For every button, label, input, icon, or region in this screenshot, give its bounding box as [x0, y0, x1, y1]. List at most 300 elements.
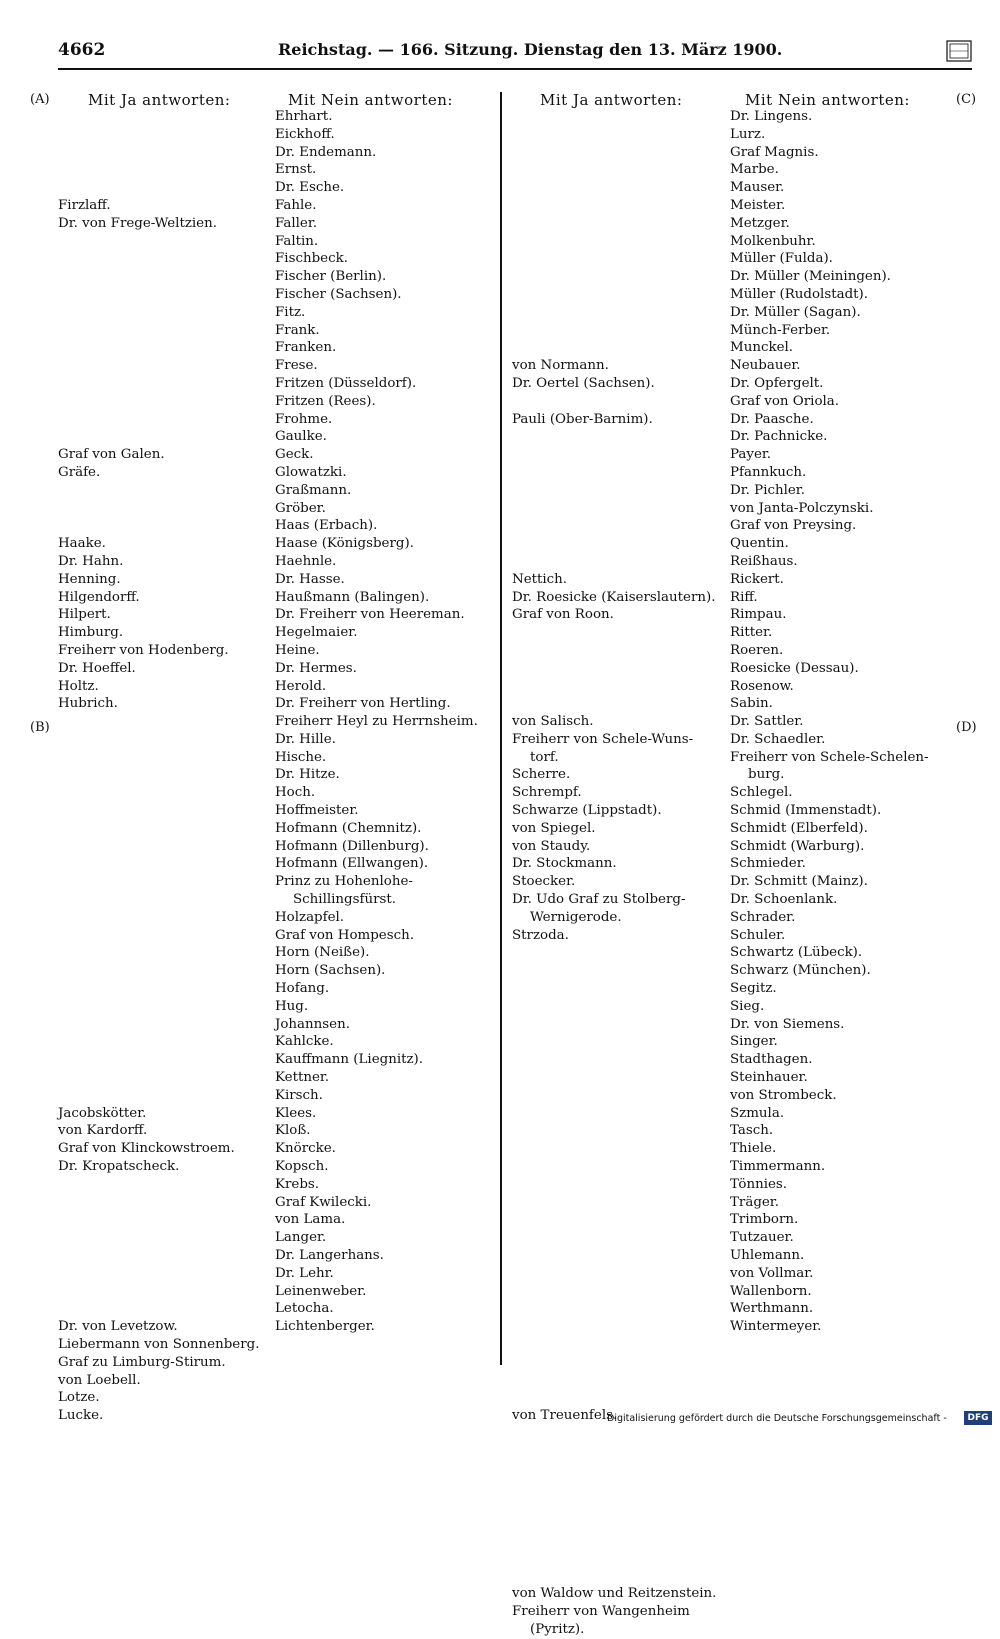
member-name: Munckel.	[730, 340, 794, 356]
member-name	[512, 1336, 716, 1354]
member-name: Schrempf.	[512, 785, 582, 801]
member-name	[512, 624, 716, 642]
margin-marker-a: (A)	[30, 92, 50, 107]
member-name	[58, 944, 259, 962]
member-name: Dr. Freiherr von Hertling.	[275, 696, 451, 712]
vote-list-right-no	[730, 108, 929, 1336]
dfg-logo: DFG	[964, 1411, 992, 1425]
member-name	[512, 535, 716, 553]
member-name: (Pyritz).	[530, 1621, 585, 1637]
member-name: Graf von Oriola.	[730, 393, 840, 409]
page-number: 4662	[58, 40, 106, 60]
member-name: Holtz.	[58, 678, 99, 694]
member-name	[58, 411, 259, 429]
member-name	[512, 1122, 716, 1140]
column-header-right-yes: Mit Ja antworten:	[540, 91, 683, 109]
member-name: von Kardorff.	[58, 1123, 148, 1139]
member-name: Segitz.	[730, 981, 777, 997]
member-name	[512, 1033, 716, 1051]
member-name: Hug.	[275, 998, 309, 1014]
member-name: Müller (Fulda).	[730, 251, 833, 267]
member-name	[512, 250, 716, 268]
margin-marker-b: (B)	[30, 720, 50, 735]
member-name	[512, 161, 716, 179]
member-name	[58, 784, 259, 802]
member-name: Sabin.	[730, 696, 773, 712]
member-name	[512, 197, 716, 215]
member-name: Wernigerode.	[530, 909, 622, 925]
member-name	[512, 1087, 716, 1105]
member-name: Freiherr Heyl zu Herrnsheim.	[275, 714, 478, 730]
member-name: Tasch.	[730, 1123, 774, 1139]
member-name: torf.	[530, 749, 559, 765]
member-name: Dr. von Levetzow.	[58, 1319, 178, 1335]
member-name: von Salisch.	[512, 714, 594, 730]
member-name	[58, 873, 259, 891]
member-name: Kettner.	[275, 1070, 330, 1086]
member-name: Haase (Königsberg).	[275, 536, 414, 552]
member-name	[512, 464, 716, 482]
member-name: Graf Magnis.	[730, 144, 819, 160]
member-name: Tutzauer.	[730, 1230, 794, 1246]
member-name	[58, 980, 259, 998]
member-name: Singer.	[730, 1034, 778, 1050]
member-name	[512, 642, 716, 660]
member-name: Firzlaff.	[58, 197, 111, 213]
member-name: Eickhoff.	[275, 126, 335, 142]
member-name	[512, 1176, 716, 1194]
member-name: Krebs.	[275, 1176, 320, 1192]
member-name: Dr. Hoeffel.	[58, 660, 136, 676]
member-name	[58, 713, 259, 731]
member-name: Dr. Pichler.	[730, 482, 805, 498]
member-name: Roeren.	[730, 642, 784, 658]
member-name: Rimpau.	[730, 607, 787, 623]
member-name	[512, 286, 716, 304]
member-name	[512, 393, 716, 411]
member-name	[58, 1176, 259, 1194]
member-name: Himburg.	[58, 625, 124, 641]
member-name: Dr. von Siemens.	[730, 1016, 845, 1032]
member-name: Dr. Stockmann.	[512, 856, 617, 872]
member-name	[58, 1265, 259, 1283]
member-name	[512, 215, 716, 233]
member-name: Haehnle.	[275, 553, 337, 569]
member-name	[58, 802, 259, 820]
member-name: Freiherr von Wangenheim	[512, 1603, 690, 1619]
member-name: Letocha.	[275, 1301, 334, 1317]
member-name: Graf von Galen.	[58, 447, 165, 463]
member-name: Hische.	[275, 749, 327, 765]
member-name	[512, 695, 716, 713]
member-name	[58, 1051, 259, 1069]
corner-ornament-icon	[946, 40, 972, 62]
member-name	[58, 855, 259, 873]
member-name: von Spiegel.	[512, 820, 596, 836]
member-name	[512, 1354, 716, 1372]
member-name	[58, 1300, 259, 1318]
member-name	[512, 998, 716, 1016]
footer-credit: Digitalisierung gefördert durch die Deutsche Forschungsgemeinschaft -	[607, 1413, 947, 1424]
member-name: Dr. Lingens.	[730, 109, 813, 124]
member-name: Haußmann (Balingen).	[275, 589, 430, 605]
member-name: Graf von Hompesch.	[275, 927, 414, 943]
member-name	[512, 944, 716, 962]
member-name: Langer.	[275, 1230, 327, 1246]
member-name: Herold.	[275, 678, 327, 694]
member-name: Kloß.	[275, 1123, 311, 1139]
member-name: Rickert.	[730, 571, 784, 587]
member-name	[512, 678, 716, 696]
member-name	[58, 891, 259, 909]
member-name: von Lama.	[275, 1212, 346, 1228]
member-name: Graf von Roon.	[512, 607, 614, 623]
member-name: Dr. Schoenlank.	[730, 892, 838, 908]
member-name: Timmermann.	[730, 1159, 826, 1175]
member-name: Gaulke.	[275, 429, 327, 445]
member-name: Trimborn.	[730, 1212, 799, 1228]
member-name	[58, 766, 259, 784]
member-name: Dr. Hasse.	[275, 571, 345, 587]
member-name	[512, 1478, 716, 1496]
member-name: Steinhauer.	[730, 1070, 808, 1086]
member-name	[512, 1229, 716, 1247]
member-name: Faltin.	[275, 233, 319, 249]
member-name: Dr. Schaedler.	[730, 731, 826, 747]
member-name	[58, 1194, 259, 1212]
member-name: Hofmann (Ellwangen).	[275, 856, 429, 872]
member-name	[512, 1514, 716, 1532]
member-name: Metzger.	[730, 215, 790, 231]
member-name	[512, 660, 716, 678]
member-name: Henning.	[58, 571, 121, 587]
member-name: Schmidt (Warburg).	[730, 838, 865, 854]
member-name	[58, 304, 259, 322]
member-name: Kopsch.	[275, 1159, 329, 1175]
member-name	[512, 1496, 716, 1514]
member-name	[58, 375, 259, 393]
member-name: Lurz.	[730, 126, 766, 142]
member-name	[58, 1016, 259, 1034]
member-name	[512, 1318, 716, 1336]
member-name	[58, 820, 259, 838]
member-name	[58, 1247, 259, 1265]
member-name	[512, 962, 716, 980]
member-name: Rosenow.	[730, 678, 794, 694]
member-name: Thiele.	[730, 1141, 777, 1157]
member-name	[512, 980, 716, 998]
member-name	[58, 500, 259, 518]
running-title: Reichstag. — 166. Sitzung. Dienstag den 13. März 1900.	[278, 40, 783, 59]
member-name: Hegelmaier.	[275, 625, 358, 641]
member-name	[58, 233, 259, 251]
member-name	[512, 1372, 716, 1390]
member-name: Fitz.	[275, 304, 306, 320]
member-name	[512, 179, 716, 197]
member-name: Dr. Esche.	[275, 180, 345, 196]
member-name: Freiherr von Hodenberg.	[58, 642, 229, 658]
member-name: Dr. Hahn.	[58, 553, 124, 569]
member-name: Schmid (Immenstadt).	[730, 803, 882, 819]
member-name: Münch-Ferber.	[730, 322, 831, 338]
member-name	[58, 108, 259, 126]
member-name	[512, 1247, 716, 1265]
member-name	[512, 126, 716, 144]
member-name	[58, 428, 259, 446]
member-name: Werthmann.	[730, 1301, 814, 1317]
member-name: Uhlemann.	[730, 1248, 805, 1263]
member-name	[512, 1158, 716, 1176]
member-name: Mauser.	[730, 180, 785, 196]
member-name: Ehrhart.	[275, 109, 333, 124]
member-name: Dr. Sattler.	[730, 714, 804, 730]
member-name: Liebermann von Sonnenberg.	[58, 1336, 260, 1352]
member-name: Franken.	[275, 340, 337, 356]
member-name: Frohme.	[275, 411, 333, 427]
member-name: Müller (Rudolstadt).	[730, 286, 868, 302]
member-name: Dr. Hille.	[275, 731, 336, 747]
member-name: Knörcke.	[275, 1141, 336, 1157]
member-name: Schwarze (Lippstadt).	[512, 803, 662, 819]
member-name: von Strombeck.	[730, 1087, 837, 1103]
member-name: Dr. Kropatscheck.	[58, 1159, 180, 1175]
member-name: Wintermeyer.	[730, 1319, 822, 1335]
member-name	[58, 749, 259, 767]
member-name: Meister.	[730, 197, 786, 213]
member-name	[512, 482, 716, 500]
member-name: Schuler.	[730, 927, 786, 943]
member-name	[512, 304, 716, 322]
member-name: Schlegel.	[730, 785, 793, 801]
member-name: Quentin.	[730, 536, 789, 552]
member-name	[512, 428, 716, 446]
member-name: Hubrich.	[58, 696, 118, 712]
member-name	[58, 838, 259, 856]
member-name: Dr. Udo Graf zu Stolberg-	[512, 892, 686, 908]
member-name	[58, 250, 259, 268]
member-name	[58, 126, 259, 144]
member-name: Dr. Endemann.	[275, 144, 377, 160]
member-name: Frese.	[275, 358, 318, 374]
member-name: Schwarz (München).	[730, 963, 871, 979]
member-name: Fischbeck.	[275, 251, 348, 267]
member-name: Frank.	[275, 322, 320, 338]
member-name	[512, 1051, 716, 1069]
column-header-right-no: Mit Nein antworten:	[745, 91, 910, 109]
member-name: Johannsen.	[275, 1016, 350, 1032]
column-header-left-no: Mit Nein antworten:	[288, 91, 453, 109]
member-name: Graf von Klinckowstroem.	[58, 1141, 235, 1157]
member-name	[58, 1087, 259, 1105]
member-name: Strzoda.	[512, 927, 569, 943]
member-name: Horn (Sachsen).	[275, 963, 386, 979]
member-name: Graf zu Limburg-Stirum.	[58, 1354, 226, 1370]
member-name	[512, 339, 716, 357]
member-name	[512, 1300, 716, 1318]
page-header	[0, 40, 1000, 66]
member-name	[58, 962, 259, 980]
member-name: Schwartz (Lübeck).	[730, 945, 863, 961]
member-name: Dr. Freiherr von Heereman.	[275, 607, 465, 623]
member-name	[58, 1211, 259, 1229]
member-name: Fritzen (Düsseldorf).	[275, 375, 417, 391]
member-name: Dr. Schmitt (Mainz).	[730, 874, 868, 890]
member-name: Szmula.	[730, 1105, 785, 1121]
member-name	[58, 144, 259, 162]
member-name: burg.	[748, 767, 785, 783]
margin-marker-d: (D)	[956, 720, 977, 735]
member-name: Molkenbuhr.	[730, 233, 816, 249]
member-name: Leinenweber.	[275, 1283, 367, 1299]
member-name	[512, 1265, 716, 1283]
member-name	[512, 1461, 716, 1479]
member-name: Jacobskötter.	[58, 1105, 147, 1121]
member-name: Gräfe.	[58, 464, 101, 480]
member-name: Hoffmeister.	[275, 803, 359, 819]
member-name: Dr. Paasche.	[730, 411, 814, 427]
member-name	[512, 268, 716, 286]
member-name: Riff.	[730, 589, 758, 605]
member-name: Haake.	[58, 536, 106, 552]
member-name: Kirsch.	[275, 1087, 323, 1103]
member-name: Wallenborn.	[730, 1283, 812, 1299]
member-name: Freiherr von Schele-Schelen-	[730, 749, 929, 765]
member-name	[512, 1389, 716, 1407]
member-name	[512, 1105, 716, 1123]
member-name	[512, 1069, 716, 1087]
member-name: Nettich.	[512, 571, 568, 587]
vote-list-left-no	[275, 108, 478, 1336]
member-name	[512, 1016, 716, 1034]
member-name: Roesicke (Dessau).	[730, 660, 859, 676]
member-name: Fahle.	[275, 197, 317, 213]
member-name: Klees.	[275, 1105, 317, 1121]
member-name	[512, 517, 716, 535]
member-name	[58, 1033, 259, 1051]
member-name: Neubauer.	[730, 358, 801, 374]
member-name: Lotze.	[58, 1390, 100, 1406]
member-name: von Vollmar.	[730, 1265, 814, 1281]
member-name: Heine.	[275, 642, 320, 658]
column-header-left-yes: Mit Ja antworten:	[88, 91, 231, 109]
member-name: Pauli (Ober-Barnim).	[512, 411, 653, 427]
member-name: Dr. von Frege-Weltzien.	[58, 215, 217, 231]
member-name: Dr. Langerhans.	[275, 1248, 384, 1263]
member-name: Lucke.	[58, 1408, 104, 1424]
member-name	[512, 1567, 716, 1585]
member-name	[58, 339, 259, 357]
member-name	[512, 1194, 716, 1212]
member-name: Dr. Lehr.	[275, 1265, 334, 1281]
member-name	[58, 909, 259, 927]
member-name: Kahlcke.	[275, 1034, 334, 1050]
member-name: Reißhaus.	[730, 553, 798, 569]
member-name	[58, 1069, 259, 1087]
member-name: Dr. Pachnicke.	[730, 429, 828, 445]
member-name	[58, 357, 259, 375]
member-name	[512, 233, 716, 251]
member-name	[58, 1283, 259, 1301]
member-name	[512, 1550, 716, 1568]
member-name	[512, 322, 716, 340]
member-name: Ernst.	[275, 162, 317, 178]
member-name: Pfannkuch.	[730, 464, 807, 480]
member-name: Holzapfel.	[275, 909, 345, 925]
member-name: Dr. Müller (Meiningen).	[730, 269, 891, 285]
member-name: Schmieder.	[730, 856, 806, 872]
margin-marker-c: (C)	[956, 92, 977, 107]
member-name	[58, 322, 259, 340]
member-name: von Janta-Polczynski.	[730, 500, 874, 516]
member-name: von Waldow und Reitzenstein.	[512, 1586, 717, 1602]
member-name: Sieg.	[730, 998, 765, 1014]
member-name: Dr. Hermes.	[275, 660, 357, 676]
member-name	[58, 731, 259, 749]
member-name: Geck.	[275, 447, 314, 463]
member-name	[512, 500, 716, 518]
member-name: Horn (Neiße).	[275, 945, 370, 961]
member-name: Graßmann.	[275, 482, 352, 498]
member-name: Dr. Müller (Sagan).	[730, 304, 861, 320]
member-name: Dr. Hitze.	[275, 767, 340, 783]
member-name	[58, 517, 259, 535]
member-name	[58, 998, 259, 1016]
member-name: Schmidt (Elberfeld).	[730, 820, 868, 836]
member-name: Dr. Roesicke (Kaiserslautern).	[512, 589, 716, 605]
member-name: Schillingsfürst.	[293, 892, 396, 908]
member-name: Hilgendorff.	[58, 589, 140, 605]
member-name: Payer.	[730, 447, 772, 463]
member-name	[512, 144, 716, 162]
member-name: Hoch.	[275, 785, 316, 801]
member-name: Hofmann (Dillenburg).	[275, 838, 429, 854]
member-name: Graf Kwilecki.	[275, 1194, 372, 1210]
member-name: von Staudy.	[512, 838, 591, 854]
member-name: Scherre.	[512, 767, 571, 783]
member-name: Gröber.	[275, 500, 326, 516]
member-name: Graf von Preysing.	[730, 518, 857, 534]
member-name	[58, 179, 259, 197]
vote-list-right-yes	[512, 108, 716, 1639]
member-name: Hofmann (Chemnitz).	[275, 820, 422, 836]
member-name: Schrader.	[730, 909, 796, 925]
member-name	[58, 286, 259, 304]
member-name: Faller.	[275, 215, 318, 231]
member-name	[58, 482, 259, 500]
member-name: Glowatzki.	[275, 464, 347, 480]
member-name	[58, 393, 259, 411]
member-name: Hofang.	[275, 981, 330, 997]
member-name	[58, 161, 259, 179]
member-name: Dr. Opfergelt.	[730, 375, 824, 391]
member-name: Stoecker.	[512, 874, 576, 890]
vote-list-left-yes	[58, 108, 259, 1425]
member-name	[512, 1283, 716, 1301]
member-name: Fritzen (Rees).	[275, 393, 376, 409]
member-name: Freiherr von Schele-Wuns-	[512, 731, 694, 747]
member-name: von Treuenfels.	[512, 1408, 618, 1424]
member-name: Fischer (Sachsen).	[275, 286, 402, 302]
member-name	[512, 1211, 716, 1229]
member-name	[512, 553, 716, 571]
member-name: Lichtenberger.	[275, 1319, 375, 1335]
member-name: von Normann.	[512, 358, 609, 374]
member-name	[58, 927, 259, 945]
member-name	[512, 446, 716, 464]
column-divider	[500, 92, 502, 1365]
member-name: Hilpert.	[58, 607, 111, 623]
member-name: Kauffmann (Liegnitz).	[275, 1052, 424, 1068]
